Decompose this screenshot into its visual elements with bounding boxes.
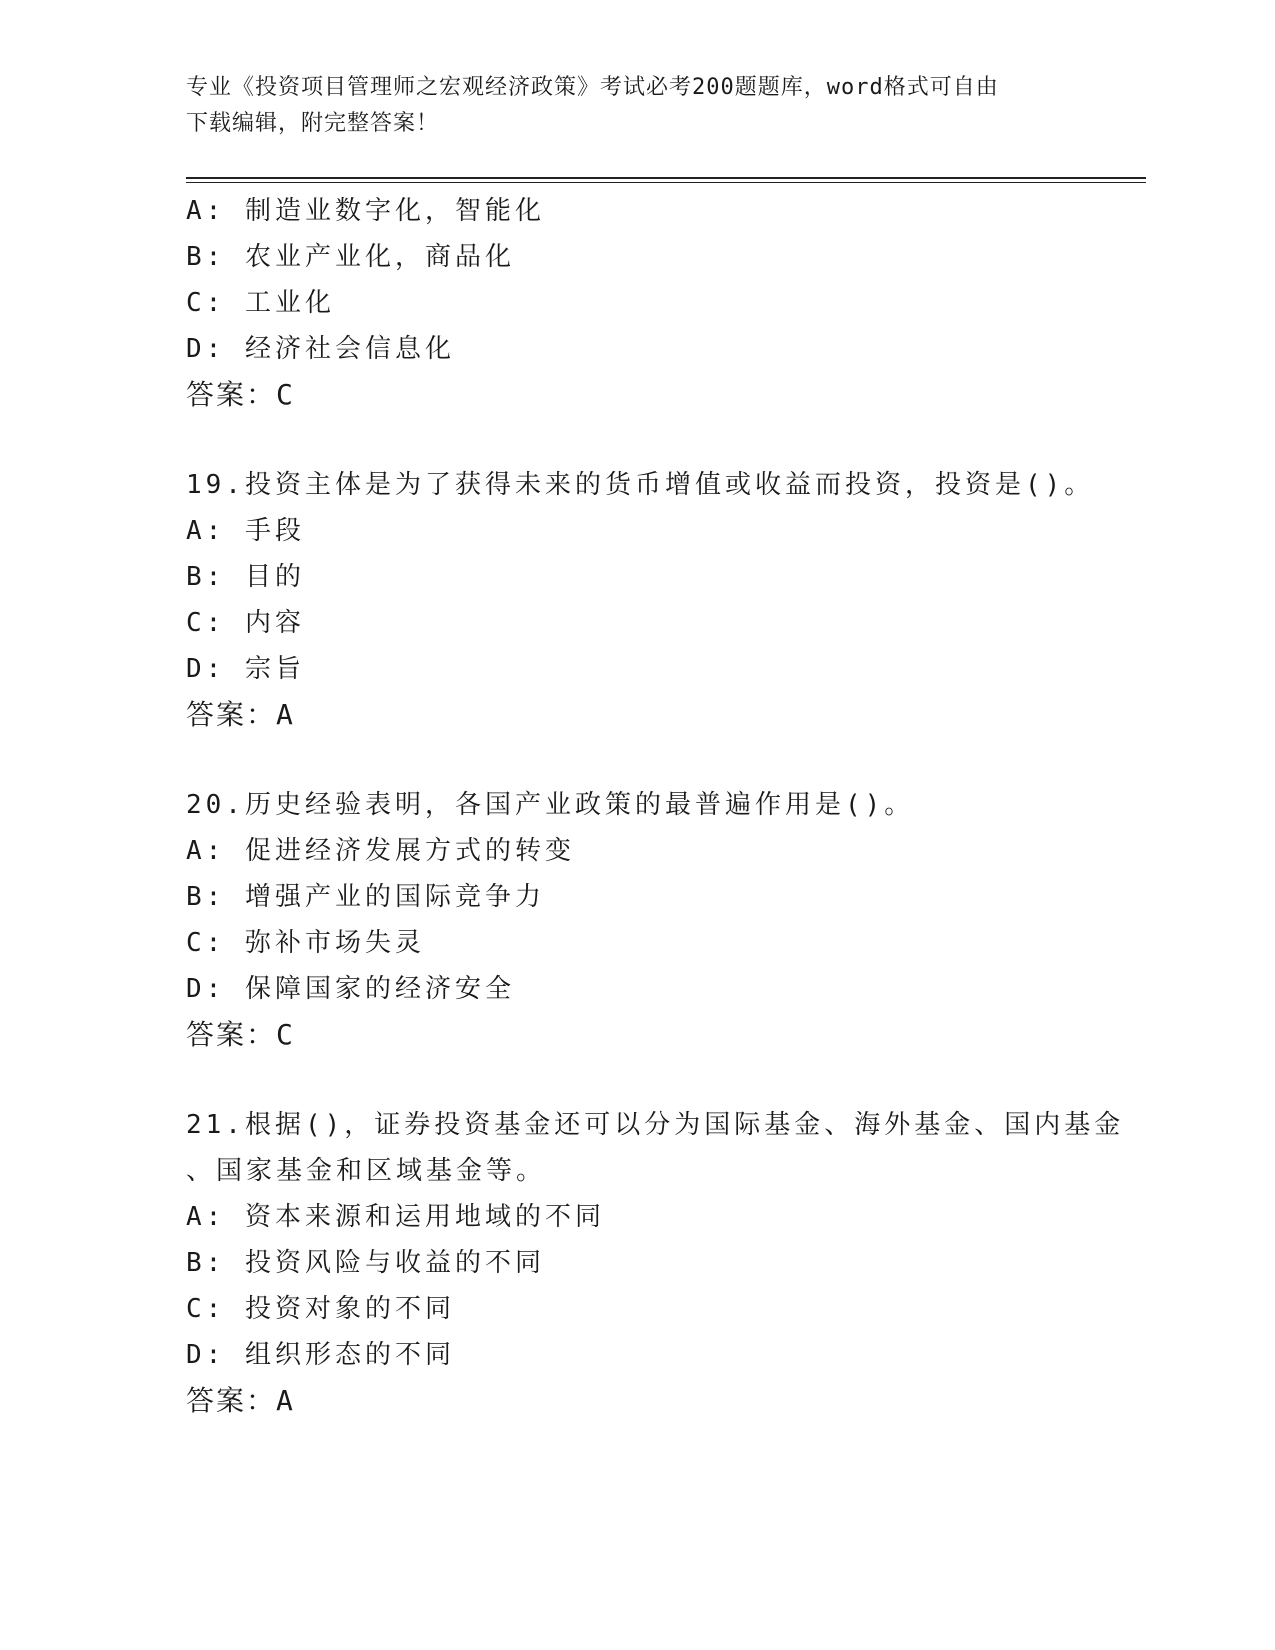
header-line-1: 专业《投资项目管理师之宏观经济政策》考试必考200题题库，word格式可自由 [186,75,999,100]
header-divider [186,177,1146,179]
question-text: 20.历史经验表明，各国产业政策的最普遍作用是()。 [186,790,915,820]
header-divider-thin [186,182,1146,183]
question-block-21 [186,1102,1125,1424]
option-a: A: 资本来源和运用地域的不同 [186,1202,605,1232]
option-d: D: 保障国家的经济安全 [186,974,515,1004]
option-c: C: 弥补市场失灵 [186,928,425,958]
question-block-20 [186,782,1086,1058]
option-b: B: 目的 [186,562,305,592]
answer: 答案：A [186,1384,295,1417]
option-c: C: 内容 [186,608,305,638]
option-a: A: 制造业数字化，智能化 [186,196,545,226]
option-a: A: 促进经济发展方式的转变 [186,836,575,866]
question-text-line-1: 21.根据()，证券投资基金还可以分为国际基金、海外基金、国内基金 [186,1110,1125,1140]
answer: 答案：A [186,698,295,731]
option-d: D: 组织形态的不同 [186,1340,455,1370]
question-block-18 [186,188,1086,418]
question-text-line-2: 、国家基金和区域基金等。 [186,1156,547,1186]
option-c: C: 工业化 [186,288,335,318]
question-list [186,188,1125,1424]
document-header [186,70,1086,142]
option-b: B: 农业产业化，商品化 [186,242,515,272]
option-d: D: 宗旨 [186,654,305,684]
option-d: D: 经济社会信息化 [186,334,455,364]
question-text: 19.投资主体是为了获得未来的货币增值或收益而投资，投资是()。 [186,470,1095,500]
option-b: B: 增强产业的国际竞争力 [186,882,545,912]
option-b: B: 投资风险与收益的不同 [186,1248,545,1278]
question-block-19 [186,462,1095,738]
option-c: C: 投资对象的不同 [186,1294,455,1324]
option-a: A: 手段 [186,516,305,546]
header-line-2: 下载编辑，附完整答案！ [186,111,440,136]
answer: 答案：C [186,378,295,411]
answer: 答案：C [186,1018,295,1051]
